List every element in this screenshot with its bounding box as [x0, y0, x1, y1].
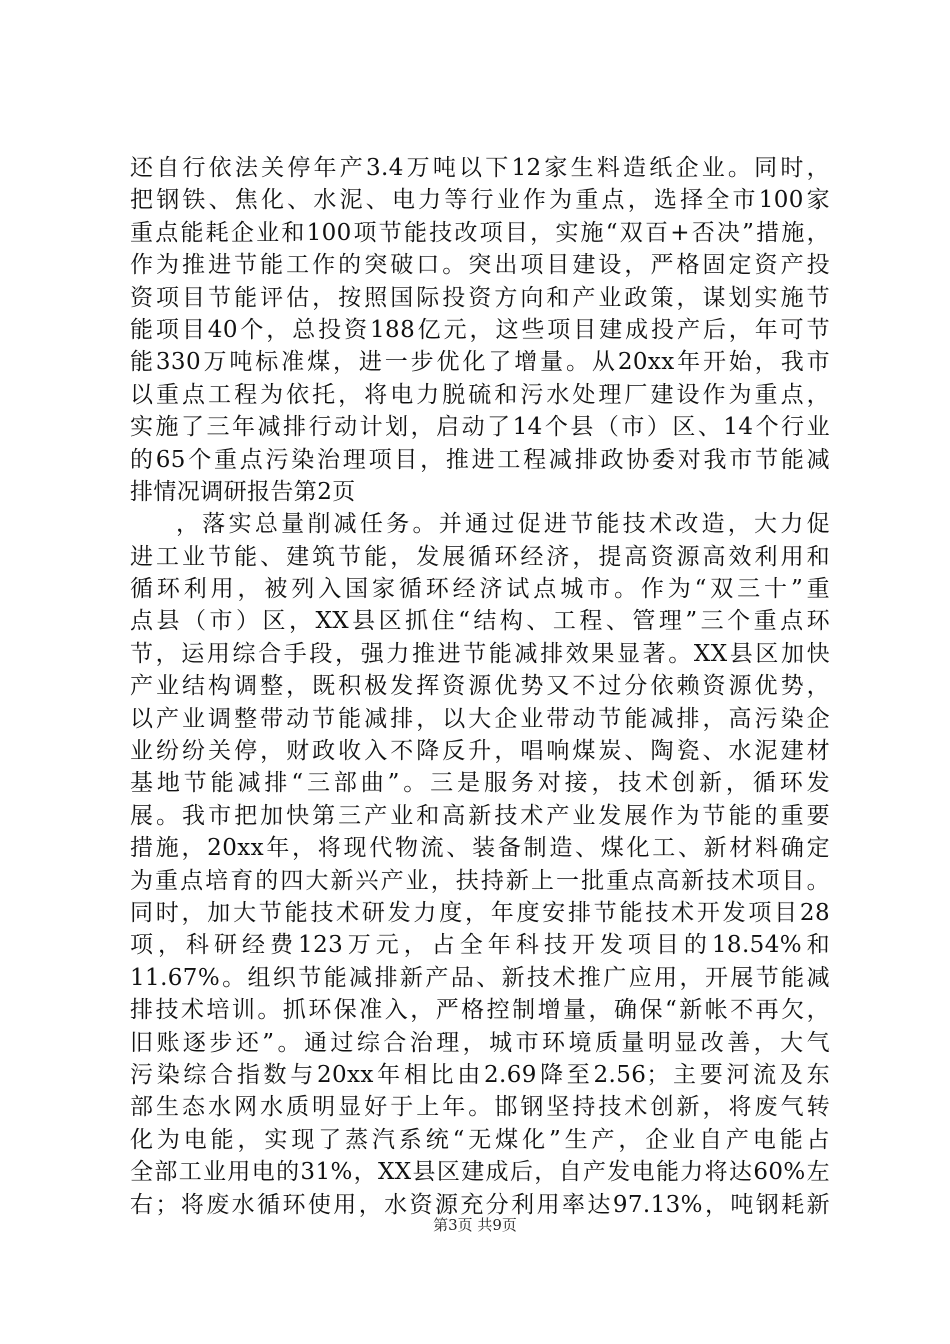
text-line: 污染综合指数与20xx年相比由2.69降至2.56；主要河流及东 [130, 1061, 830, 1088]
text-line: 循环利用，被列入国家循环经济试点城市。作为“双三十”重 [130, 576, 830, 603]
text-line: 产业结构调整，既积极发挥资源优势又不过分依赖资源优势， [130, 673, 830, 700]
text-line: 还自行依法关停年产3.4万吨以下12家生料造纸企业。同时， [130, 155, 830, 181]
text-line: 能项目40个，总投资188亿元，这些项目建成投产后，年可节 [130, 316, 830, 343]
text-line: 项，科研经费123万元，占全年科技开发项目的18.54%和 [130, 932, 830, 959]
text-line: 化为电能，实现了蒸汽系统“无煤化”生产，企业自产电能占 [130, 1126, 830, 1153]
text-line: 右；将废水循环使用，水资源充分利用率达97.13%，吨钢耗新 [130, 1191, 830, 1218]
text-line: 的65个重点污染治理项目，推进工程减排政协委对我市节能减 [130, 446, 830, 473]
text-line: 措施，20xx年，将现代物流、装备制造、煤化工、新材料确定 [130, 835, 830, 862]
text-line: 业纷纷关停，财政收入不降反升，唱响煤炭、陶瓷、水泥建材 [130, 738, 830, 765]
text-line: 重点能耗企业和100项节能技改项目，实施“双百+否决”措施， [130, 219, 830, 246]
text-line: 实施了三年减排行动计划，启动了14个县（市）区、14个行业 [130, 414, 830, 441]
text-line: 同时，加大节能技术研发力度，年度安排节能技术开发项目28 [130, 899, 830, 926]
text-line: 排技术培训。抓环保准入，严格控制增量，确保“新帐不再欠， [130, 997, 830, 1024]
text-line: 作为推进节能工作的突破口。突出项目建设，严格固定资产投 [130, 252, 830, 279]
text-line: 资项目节能评估，按照国际投资方向和产业政策，谋划实施节 [130, 284, 830, 311]
text-line: 11.67%。组织节能减排新产品、新技术推广应用，开展节能减 [130, 964, 830, 991]
text-line: 以重点工程为依托，将电力脱硫和污水处理厂建设作为重点， [130, 381, 830, 408]
text-line: 为重点培育的四大新兴产业，扶持新上一批重点高新技术项目。 [130, 867, 830, 894]
text-line: 全部工业用电的31%，XX县区建成后，自产发电能力将达60%左 [130, 1159, 830, 1186]
text-line: 以产业调整带动节能减排，以大企业带动节能减排，高污染企 [130, 705, 830, 732]
text-line: 点县（市）区，XX县区抓住“结构、工程、管理”三个重点环 [130, 608, 830, 635]
text-line: ，落实总量削减任务。并通过促进节能技术改造，大力促 [176, 511, 830, 538]
text-line: 节，运用综合手段，强力推进节能减排效果显著。XX县区加快 [130, 640, 830, 667]
document-body [130, 152, 830, 1221]
page-footer: 第3页 共9页 [433, 1216, 517, 1234]
text-line: 排情况调研报告第2页 [130, 478, 356, 505]
text-line: 把钢铁、焦化、水泥、电力等行业作为重点，选择全市100家 [130, 187, 830, 214]
text-line: 进工业节能、建筑节能，发展循环经济，提高资源高效利用和 [130, 543, 830, 570]
text-line: 能330万吨标准煤，进一步优化了增量。从20xx年开始，我市 [130, 349, 830, 376]
text-line: 基地节能减排“三部曲”。三是服务对接，技术创新，循环发 [130, 770, 830, 797]
text-line: 展。我市把加快第三产业和高新技术产业发展作为节能的重要 [130, 802, 830, 829]
text-line: 旧账逐步还”。通过综合治理，城市环境质量明显改善，大气 [130, 1029, 830, 1056]
text-line: 部生态水网水质明显好于上年。邯钢坚持技术创新，将废气转 [130, 1094, 830, 1121]
